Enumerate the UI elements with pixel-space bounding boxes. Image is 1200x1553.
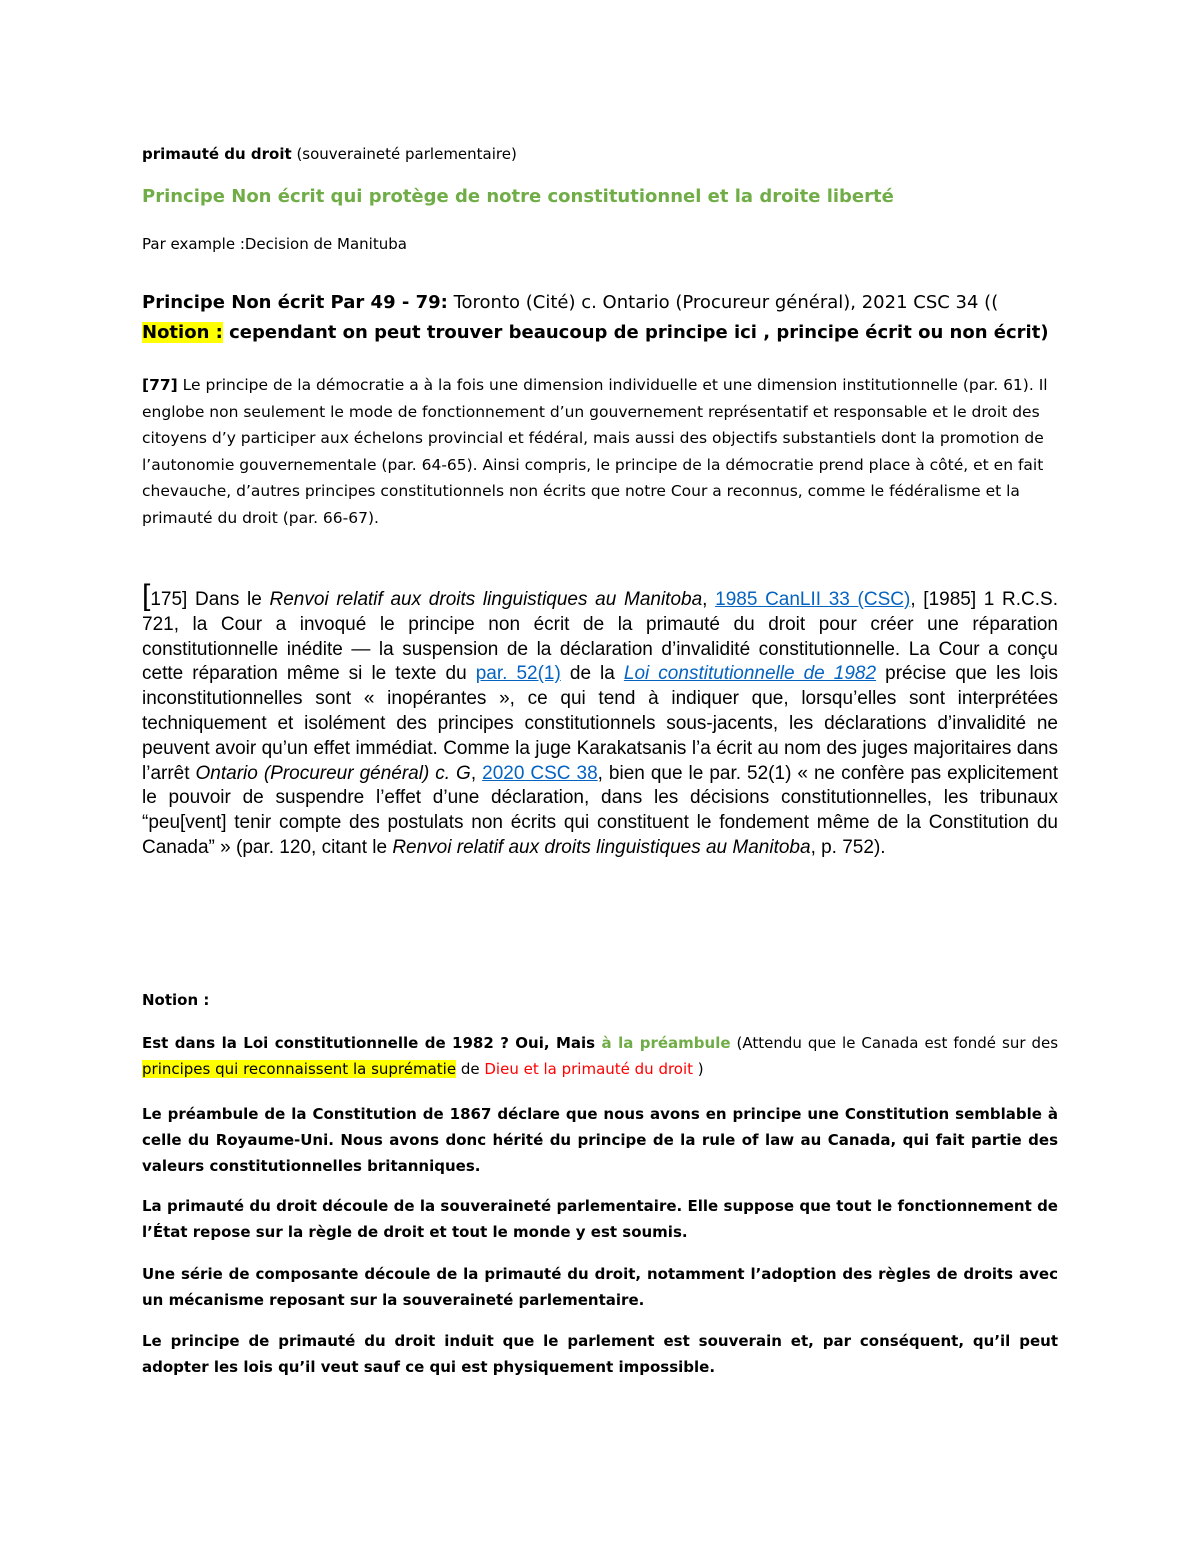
n1-highlight: principes qui reconnaissent la suprématie: [142, 1060, 457, 1078]
par175-text: 175] Dans le: [150, 589, 270, 610]
notion-paragraph-2: Le préambule de la Constitution de 1867 déclare que nous avons en principe une Constitution semblable à celle du Royaume-Uni. Nous avons donc hérité du principe de la rule of law au Canada, qui fait partie des valeurs constitutionnelles britanniques.: [142, 1105, 1058, 1175]
notion-heading: Notion :: [142, 991, 210, 1009]
par175-text: , p. 752).: [810, 836, 886, 858]
n1-red-text: Dieu et la primauté du droit: [484, 1060, 694, 1078]
par175-text: de la: [560, 663, 624, 685]
title-rest: (souveraineté parlementaire): [291, 145, 517, 163]
notion-paragraph-1: [142, 1030, 1058, 1082]
par77-number: [77]: [142, 376, 178, 394]
par175-italic-renvoi: Renvoi relatif aux droits linguistiques au Manitoba: [392, 836, 811, 858]
par175-text: ,: [702, 589, 716, 610]
doc-subtitle: Principe Non écrit qui protège de notre constitutionnel et la droite liberté: [142, 186, 894, 207]
link-loi-constitutionnelle-1982[interactable]: Loi constitutionnelle de 1982: [623, 663, 877, 685]
n1-text: (Attendu que le Canada est fondé sur des: [730, 1034, 1059, 1052]
notion-paragraph-5: Le principe de primauté du droit induit que le parlement est souverain et, par conséquent, qu’il peut adopter les lois qu’il veut sauf ce qui est physiquement impossible.: [142, 1332, 1058, 1376]
par175-italic-ontario: Ontario (Procureur général) c. G: [195, 762, 471, 784]
notion-paragraph-3: La primauté du droit découle de la souveraineté parlementaire. Elle suppose que tout le fonctionnement de l’État repose sur la règle de droit et tout le monde y est soumis.: [142, 1197, 1058, 1241]
par175-text: précise que les lois inconstitutionnelles sont « inopérantes », ce qui tend à indiquer que, lorsqu’elles sont interprétées techniquement et isolément des principes constitutionnels sous-jacents, les déclarations d’invalidité ne peuvent avoir qu’un effet immédiat. Comme la juge Karakatsanis l’a écrit au nom des juges majoritaires dans l’arrêt: [142, 663, 1059, 784]
par175-text: ,: [470, 762, 483, 784]
link-2020-csc-38[interactable]: 2020 CSC 38: [482, 762, 598, 784]
notion-paragraph-4: Une série de composante découle de la primauté du droit, notamment l’adoption des règles de droits avec un mécanisme reposant sur la souveraineté parlementaire.: [142, 1265, 1058, 1309]
example-line: Par example :Decision de Manituba: [142, 235, 407, 253]
par175-bracket: [: [142, 579, 151, 612]
principe-label: Principe Non écrit Par 49 - 79:: [142, 292, 448, 313]
link-par-52-1[interactable]: par. 52(1): [475, 663, 561, 685]
n1-text: Est dans la Loi constitutionnelle de 1982 ? Oui, Mais: [142, 1034, 602, 1052]
link-canlii-1985[interactable]: 1985 CanLII 33 (CSC): [715, 589, 911, 610]
title-bold: primauté du droit: [142, 145, 292, 163]
notion-highlight: Notion :: [142, 322, 223, 343]
principe-case: Toronto (Cité) c. Ontario (Procureur général), 2021 CSC 34 ((: [447, 292, 999, 313]
doc-title: [142, 145, 1058, 163]
n1-text: de: [456, 1060, 485, 1078]
paragraph-77: [142, 372, 1058, 531]
par77-text: Le principe de la démocratie a à la fois une dimension individuelle et une dimension institutionnelle (par. 61). Il englobe non seulement le mode de fonctionnement d’un gouvernement représentatif et responsable et le droit des citoyens d’y participer aux échelons provincial et fédéral, mais aussi des objectifs substantiels dont la promotion de l’autonomie gouvernementale (par. 64-65). Ainsi compris, le principe de la démocratie prend place à côté, et en fait chevauche, d’autres principes constitutionnels non écrits que notre Cour a reconnus, comme le fédéralisme et la primauté du droit (par. 66-67).: [142, 376, 1048, 527]
notion-text: cependant on peut trouver beaucoup de principe ici , principe écrit ou non écrit): [222, 322, 1049, 343]
principe-paragraph: [142, 288, 1058, 348]
n1-text: ): [693, 1060, 704, 1078]
par175-text: , [1985] 1 R.C.S. 721, la Cour a invoqué le principe non écrit de la primauté du droit pour créer une réparation constitutionnelle inédite — la suspension de la déclaration d’invalidité constitutionnelle. La Cour a conçu cette réparation même si le texte du: [142, 589, 1058, 685]
par175-italic-renvoi: Renvoi relatif aux droits linguistiques au Manitoba: [269, 589, 703, 610]
n1-green-text: à la préambule: [601, 1034, 731, 1052]
par175-text: , bien que le par. 52(1) « ne confère pas explicitement le pouvoir de suspendre l’effet d’une déclaration, dans les décisions constitutionnelles, les tribunaux “peu[vent] tenir compte des postulats non écrits qui constituent le fondement même de la Constitution du Canada” » (par. 120, citant le: [142, 762, 1058, 858]
paragraph-175: [142, 579, 1059, 861]
